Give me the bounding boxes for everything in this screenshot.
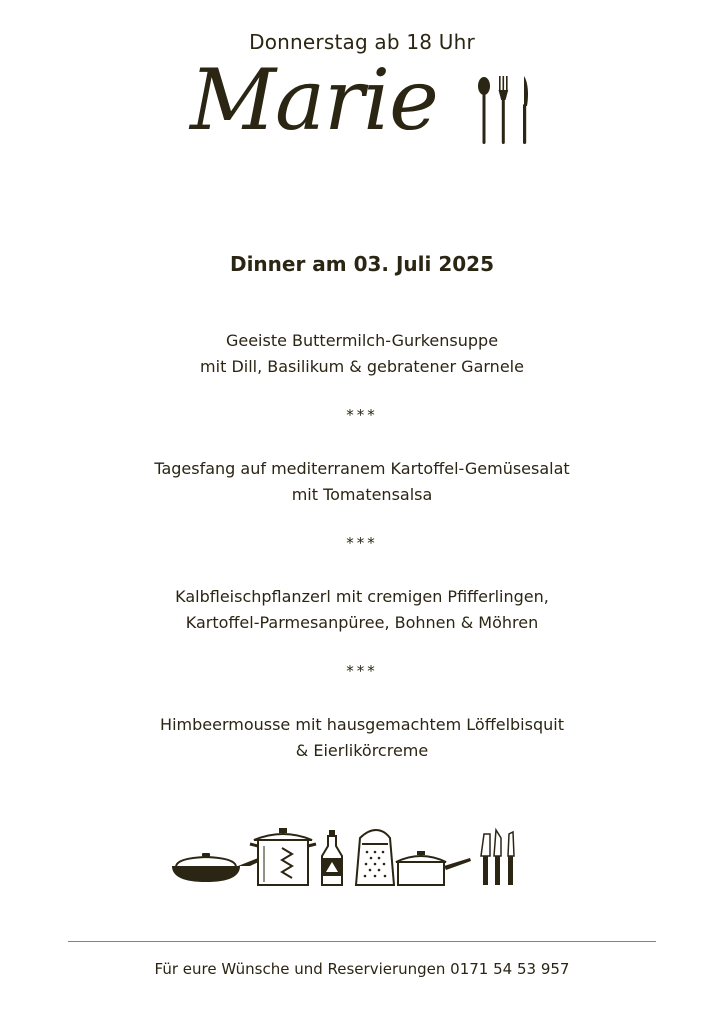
- menu-title: Dinner am 03. Juli 2025: [229, 252, 495, 276]
- kitchen-tools-illustration: [168, 826, 528, 890]
- course-4-line-1: Himbeermousse mit hausgemachtem Löffelbisquit: [160, 715, 564, 734]
- day-line: Donnerstag ab 18 Uhr: [249, 30, 475, 54]
- footer-divider: [68, 941, 656, 942]
- course-4: [0, 712, 724, 764]
- course-3: [0, 584, 724, 636]
- course-separator: ***: [346, 662, 378, 680]
- knives-icon: [481, 830, 514, 885]
- course-1-line-2: mit Dill, Basilikum & gebratener Garnele: [200, 357, 524, 376]
- grater-icon: [356, 830, 394, 885]
- course-1-line-1: Geeiste Buttermilch-Gurkensuppe: [225, 331, 499, 350]
- frying-pan-icon: [172, 853, 269, 882]
- course-2-line-2: mit Tomatensalsa: [291, 485, 433, 504]
- course-2-line-1: Tagesfang auf mediterranem Kartoffel-Gemüsesalat: [154, 459, 570, 478]
- saucepan-icon: [396, 851, 471, 885]
- oil-bottle-icon: [322, 830, 342, 885]
- logo-wordmark: Marie: [190, 51, 438, 149]
- stock-pot-icon: [250, 828, 316, 885]
- course-separator: ***: [346, 534, 378, 552]
- course-1: [0, 328, 724, 380]
- course-3-line-1: Kalbfleischpflanzerl mit cremigen Pfifferlingen,: [175, 587, 549, 606]
- cutlery-icon: [472, 76, 542, 146]
- course-4-line-2: & Eierlikörcreme: [295, 741, 429, 760]
- marie-logo: [190, 51, 550, 166]
- course-separator: ***: [346, 406, 378, 424]
- course-2: [0, 456, 724, 508]
- reservation-footer: Für eure Wünsche und Reservierungen 0171 54 53 957: [154, 960, 570, 978]
- course-3-line-2: Kartoffel-Parmesanpüree, Bohnen & Möhren: [185, 613, 539, 632]
